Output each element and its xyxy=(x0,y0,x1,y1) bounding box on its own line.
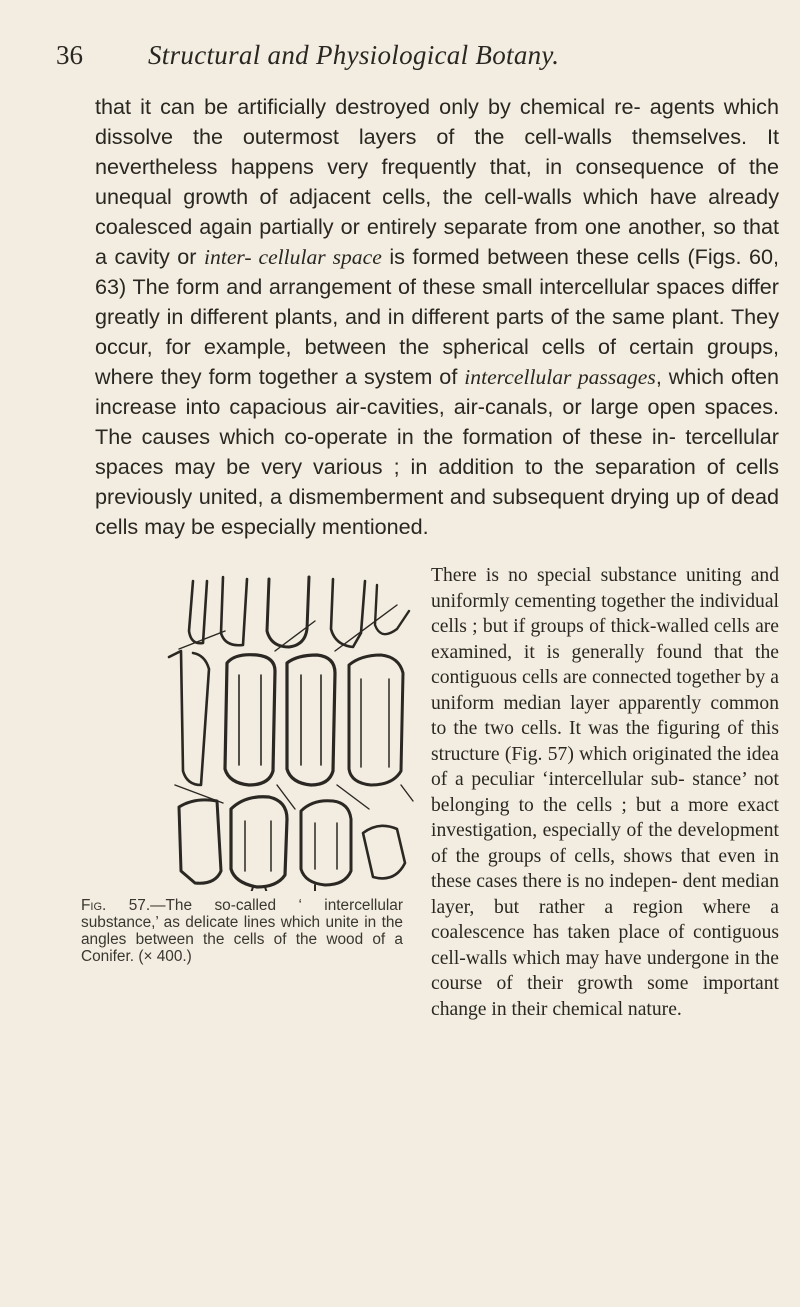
text-run: is formed between these cells (Figs. 60, 63) The form and arrangement of these small intercellular spaces differ greatly in different plants, and in different parts of the same plant. They occur, for example, between the spherical cells of certain groups, where they form together a system of xyxy=(95,244,780,389)
figure-57 xyxy=(81,565,423,1030)
caption-text: —The so-called ‘ intercellular substance,’ as delicate lines which unite in the angles between the cells of the wood of a Conifer. (× 400.) xyxy=(81,897,403,965)
running-title: Structural and Physiological Botany. xyxy=(148,40,560,70)
figure-label: Fig. 57. xyxy=(81,897,151,914)
conifer-wood-cells-illustration xyxy=(165,571,415,891)
small-print-paragraph: There is no special substance uniting and uniformly cementing together the individual cells ; but if groups of thick-walled cells are examined, it is generally found that the contiguous cells are connected together by a uniform median layer apparently common to the two cells. It was the figuring of this structure (Fig. 57) which originated the idea of a peculiar ‘intercellular sub- stance’ not belonging to the cells ; but a more exact investigation, especially of the development of the groups of cells, shows that even in these cases there is no indepen- dent median layer, but rather a region where a coalescence has taken place of contiguous cell-walls which may have undergone in the course of their growth some important change in their chemical nature. xyxy=(431,565,779,1020)
page-number: 36 xyxy=(56,40,83,70)
small-print-section xyxy=(81,563,779,1032)
text-run: that it can be artificially destroyed only by chemical re- agents which dissolve the outermost layers of the cell-walls themselves. It nevertheless happens very frequently that, in consequence of the unequal growth of adjacent cells, the cell-walls which have already coalesced again partially or entirely separate from one another, so that a cavity or xyxy=(95,94,779,269)
text-run: , which often increase into capacious air-cavities, air-canals, or large open spaces. The causes which co-operate in the formation of these in- tercellular spaces may be very various ; in addition to the separation of cells previously united, a dismemberment and subsequent drying up of dead cells may be especially mentioned. xyxy=(95,364,779,539)
italic-term: intercellular passages xyxy=(464,365,656,389)
figure-caption xyxy=(81,897,403,965)
main-body-text xyxy=(95,92,779,542)
italic-term: inter- cellular space xyxy=(204,245,382,269)
paragraph xyxy=(95,92,779,542)
page-header xyxy=(56,40,776,80)
